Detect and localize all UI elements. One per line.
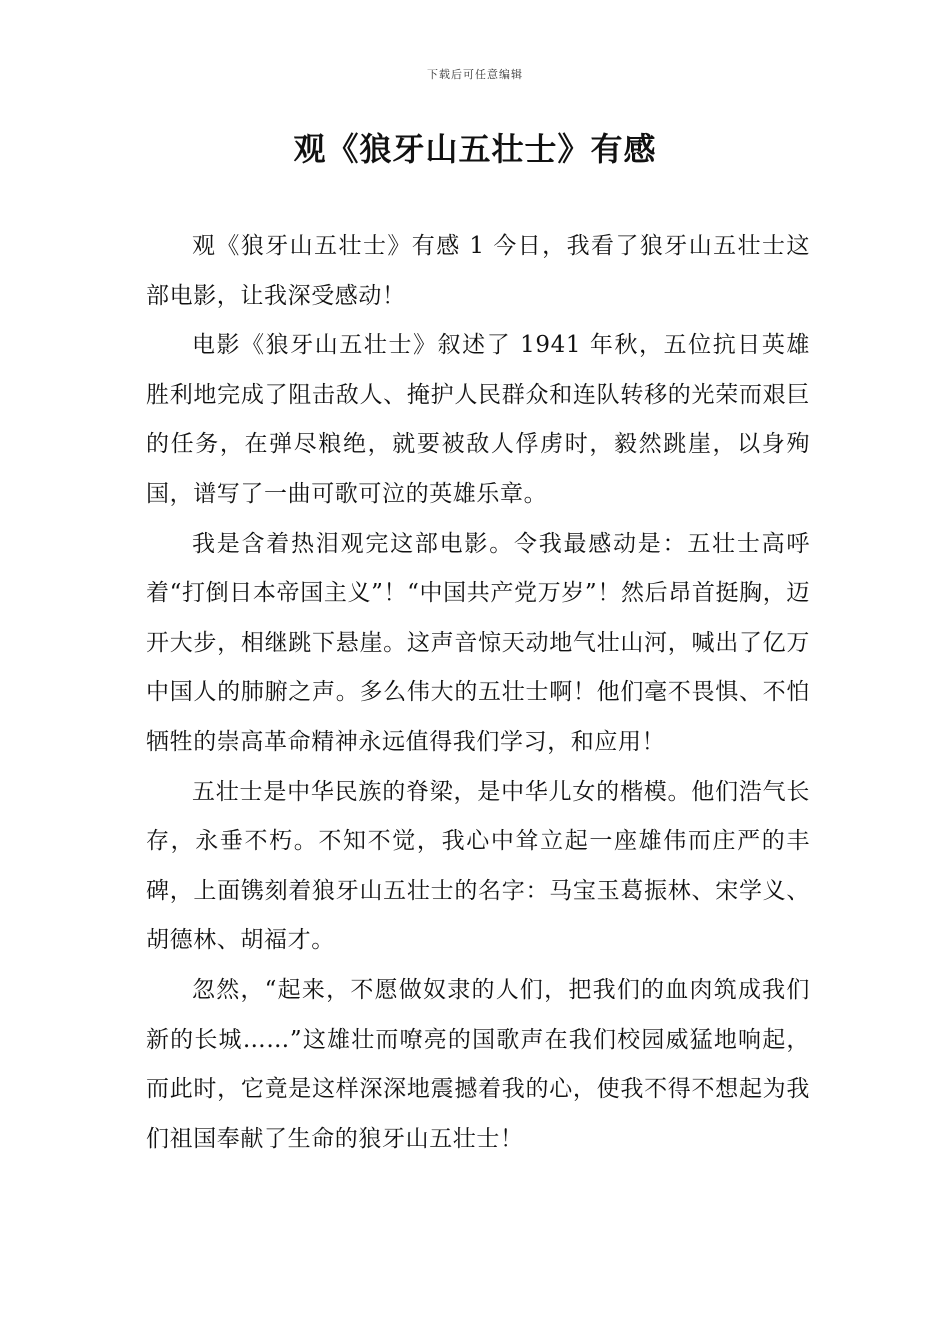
paragraph: 电影《狼牙山五壮士》叙述了 1941 年秋，五位抗日英雄胜利地完成了阻击敌人、掩护人民群众和连队转移的光荣而艰巨的任务，在弹尽粮绝，就要被敌人俘虏时，毅然跳崖，以身殉国，谱写了一曲可歌可泣的英雄乐章。 [146, 332, 810, 507]
paragraph: 五壮士是中华民族的脊梁，是中华儿女的楷模。他们浩气长存，永垂不朽。不知不觉，我心中耸立起一座雄伟而庄严的丰碑，上面镌刻着狼牙山五壮士的名字：马宝玉葛振林、宋学义、胡德林、胡福才。 [146, 778, 810, 954]
paragraph: 我是含着热泪观完这部电影。令我最感动是：五壮士高呼着“打倒日本帝国主义”！“中国共产党万岁”！然后昂首挺胸，迈开大步，相继跳下悬崖。这声音惊天动地气壮山河，喊出了亿万中国人的肺腑之声。多么伟大的五壮士啊！他们毫不畏惧、不怕牺牲的崇高革命精神永远值得我们学习，和应用！ [146, 530, 810, 755]
paragraph: 观《狼牙山五壮士》有感 1 今日，我看了狼牙山五壮士这部电影，让我深受感动！ [146, 233, 810, 309]
header-note: 下载后可任意编辑 [427, 68, 523, 81]
document-title: 观《狼牙山五壮士》有感 [293, 130, 657, 168]
paragraph: 忽然，“起来，不愿做奴隶的人们，把我们的血肉筑成我们新的长城……”这雄壮而嘹亮的国歌声在我们校园威猛地响起，而此时，它竟是这样深深地震撼着我的心，使我不得不想起为我们祖国奉献了生命的狼牙山五壮士！ [146, 976, 810, 1152]
document-body [146, 222, 810, 1164]
